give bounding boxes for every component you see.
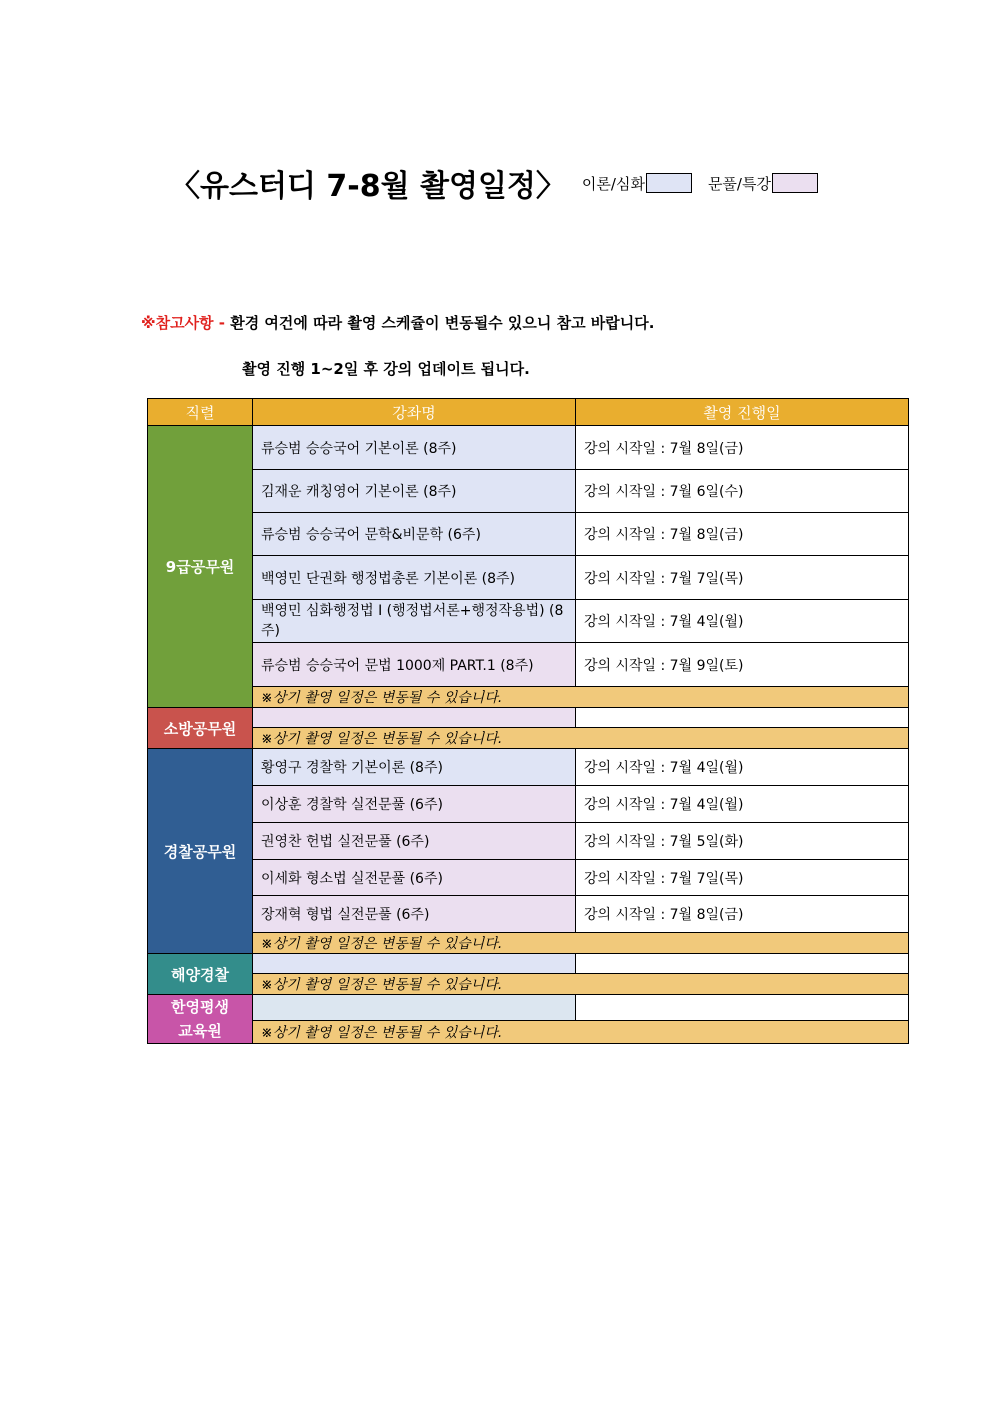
legend-problem-label: 문풀/특강 [707,174,771,193]
course-cell: 류승범 승승국어 기본이론 (8주) [253,426,576,470]
legend-theory-swatch [646,173,692,193]
category-fire: 소방공무원 [148,708,253,749]
table-row [148,749,909,786]
course-cell [253,995,576,1021]
course-cell: 권영찬 헌법 실전문풀 (6주) [253,823,576,860]
category-police: 경찰공무원 [148,749,253,954]
table-row [148,860,909,896]
category-hanyoung-edu [148,995,253,1044]
date-cell [576,708,909,728]
table-row [148,823,909,860]
table-row [148,995,909,1021]
date-cell: 강의 시작일 : 7월 8일(금) [576,513,909,556]
legend-problem-swatch [772,173,818,193]
table-row [148,954,909,974]
date-cell [576,995,909,1021]
table-row [148,896,909,933]
page-title: 〈유스터디 7-8월 촬영일정〉 [170,169,566,204]
notice-text: ※상기 촬영 일정은 변동될 수 있습니다. [253,974,909,995]
category-coast-guard: 해양경찰 [148,954,253,995]
course-cell: 백영민 단권화 행정법총론 기본이론 (8주) [253,556,576,600]
date-cell: 강의 시작일 : 7월 8일(금) [576,426,909,470]
course-cell: 김재운 캐칭영어 기본이론 (8주) [253,470,576,513]
table-row [148,786,909,823]
note-text: 환경 여건에 따라 촬영 스케쥴이 변동될수 있으니 참고 바랍니다. [230,314,655,332]
category-edu-line1: 한영평생 [171,998,229,1016]
notice-row [148,687,909,708]
course-cell: 황영구 경찰학 기본이론 (8주) [253,749,576,786]
notice-row [148,1021,909,1044]
notice-row [148,933,909,954]
course-cell: 이세화 형소법 실전문풀 (6주) [253,860,576,896]
header-course: 강좌명 [253,399,576,426]
table-row [148,708,909,728]
category-9grade: 9급공무원 [148,426,253,708]
course-cell [253,708,576,728]
table-row [148,556,909,600]
date-cell: 강의 시작일 : 7월 5일(화) [576,823,909,860]
schedule-table [147,398,909,1044]
notice-text: ※상기 촬영 일정은 변동될 수 있습니다. [253,933,909,954]
date-cell: 강의 시작일 : 7월 7일(목) [576,556,909,600]
course-cell [253,954,576,974]
title-row [170,160,818,206]
date-cell: 강의 시작일 : 7월 7일(목) [576,860,909,896]
legend-theory-label: 이론/심화 [581,174,645,193]
course-cell: 류승범 승승국어 문학&비문학 (6주) [253,513,576,556]
table-row [148,426,909,470]
note-row [141,312,654,333]
category-edu-line2: 교육원 [178,1022,222,1040]
date-cell [576,954,909,974]
notice-text: ※상기 촬영 일정은 변동될 수 있습니다. [253,687,909,708]
course-cell: 장재혁 형법 실전문풀 (6주) [253,896,576,933]
date-cell: 강의 시작일 : 7월 8일(금) [576,896,909,933]
table-row [148,600,909,643]
note-prefix: ※참고사항 - [141,314,225,332]
date-cell: 강의 시작일 : 7월 9일(토) [576,643,909,687]
header-date: 촬영 진행일 [576,399,909,426]
table-row [148,470,909,513]
course-cell: 백영민 심화행정법 Ⅰ (행정법서론+행정작용법) (8주) [253,600,576,643]
date-cell: 강의 시작일 : 7월 4일(월) [576,600,909,643]
date-cell: 강의 시작일 : 7월 4일(월) [576,749,909,786]
course-cell: 류승범 승승국어 문법 1000제 PART.1 (8주) [253,643,576,687]
table-row [148,643,909,687]
date-cell: 강의 시작일 : 7월 6일(수) [576,470,909,513]
note-text-2: 촬영 진행 1~2일 후 강의 업데이트 됩니다. [242,360,530,378]
course-cell: 이상훈 경찰학 실전문풀 (6주) [253,786,576,823]
notice-row [148,728,909,749]
notice-row [148,974,909,995]
header-category: 직렬 [148,399,253,426]
table-row [148,513,909,556]
date-cell: 강의 시작일 : 7월 4일(월) [576,786,909,823]
table-header-row [148,399,909,426]
notice-text: ※상기 촬영 일정은 변동될 수 있습니다. [253,1021,909,1044]
notice-text: ※상기 촬영 일정은 변동될 수 있습니다. [253,728,909,749]
